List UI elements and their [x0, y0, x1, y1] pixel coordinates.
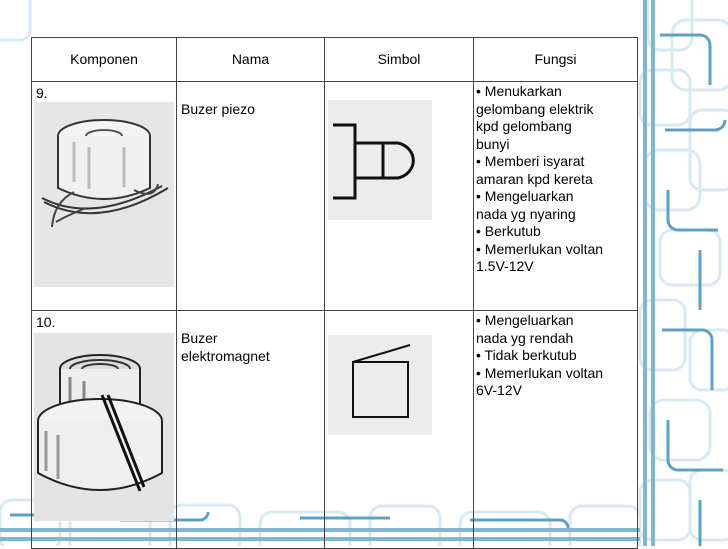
function-list [474, 311, 637, 400]
table-header-row [32, 38, 638, 82]
electromagnetic-buzzer-symbol-icon [328, 335, 432, 435]
component-cell [32, 82, 177, 311]
list-item: bunyi [476, 135, 510, 152]
list-item: nada yg rendah [476, 329, 574, 346]
row-number: 9. [36, 85, 48, 101]
list-item: 6V-12V [476, 382, 522, 398]
list-item: • Memerlukan voltan [476, 240, 604, 257]
list-item: • Memberi isyarat [476, 153, 585, 169]
name-cell [177, 311, 325, 549]
list-item: • Memerlukan voltan [476, 364, 604, 381]
list-item: gelombang elektrik [476, 100, 594, 117]
component-name: Buzer piezo [181, 101, 255, 117]
list-item: 1.5V-12V [476, 258, 534, 274]
component-cell [32, 311, 177, 549]
electromagnetic-buzzer-photo-icon [34, 333, 174, 521]
list-item: kpd gelombang [476, 118, 572, 134]
list-item: • Mengeluarkan [476, 188, 574, 204]
list-item: • Berkutub [476, 223, 541, 239]
row-number: 10. [36, 314, 56, 330]
list-item: • Menukarkan [476, 83, 562, 99]
header-komponen: Komponen [32, 38, 177, 82]
list-item: • Mengeluarkan [476, 312, 574, 328]
component-name-line: elektromagnet [181, 347, 270, 364]
function-cell [474, 82, 638, 311]
piezo-buzzer-photo-icon [34, 102, 174, 287]
piezo-buzzer-symbol-icon [328, 100, 432, 220]
components-table [31, 37, 638, 549]
table-row [32, 82, 638, 311]
header-simbol: Simbol [325, 38, 474, 82]
list-item: nada yg nyaring [476, 205, 576, 222]
header-nama: Nama [177, 38, 325, 82]
header-fungsi: Fungsi [474, 38, 638, 82]
function-cell [474, 311, 638, 549]
table-row [32, 311, 638, 549]
list-item: amaran kpd kereta [476, 170, 593, 187]
component-name-line: Buzer [181, 330, 218, 346]
name-cell [177, 82, 325, 311]
list-item: • Tidak berkutub [476, 347, 577, 363]
symbol-cell [325, 311, 474, 549]
function-list [474, 82, 637, 276]
symbol-cell [325, 82, 474, 311]
